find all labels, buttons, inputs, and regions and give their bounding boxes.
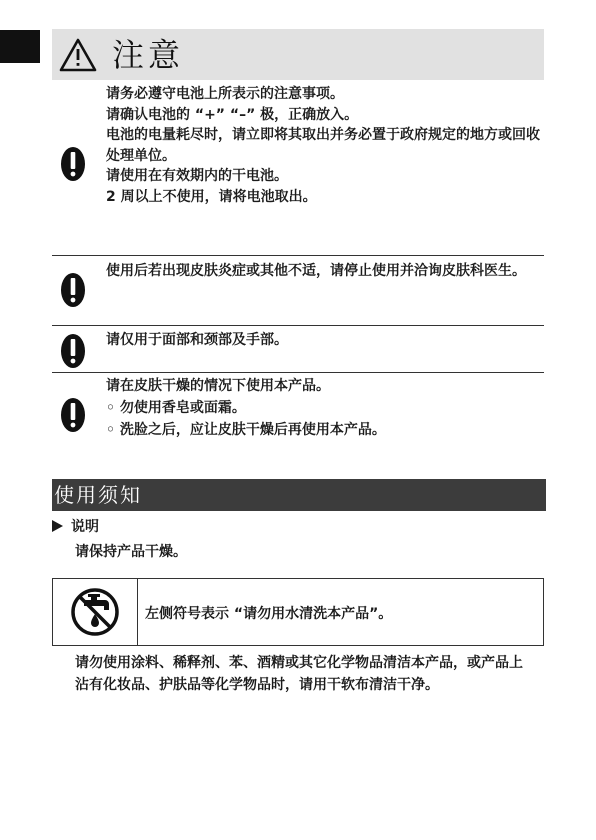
dry-skin-line-3: ◦ 洗脸之后，应让皮肤干燥后再使用本产品。 <box>106 422 386 438</box>
exclamation-icon <box>60 397 86 433</box>
exclamation-icon <box>60 146 86 182</box>
dry-skin-line-2: ◦ 勿使用香皂或面霜。 <box>106 400 246 416</box>
battery-line-1: 请务必遵守电池上所表示的注意事项。 <box>106 86 344 102</box>
battery-line-5: 2 周以上不使用，请将电池取出。 <box>106 188 317 205</box>
usage-header: 使用须知 <box>52 479 546 511</box>
no-water-wash-icon <box>70 587 120 637</box>
dry-skin-line-1: 请在皮肤干燥的情况下使用本产品。 <box>106 378 330 394</box>
divider <box>52 325 544 326</box>
warning-triangle-icon <box>58 37 98 73</box>
divider <box>52 372 544 373</box>
note-body: 请保持产品干燥。 <box>75 544 187 560</box>
battery-line-3: 电池的电量耗尽时，请立即将其取出并务必置于政府规定的地方或回收处理单位。 <box>106 127 540 164</box>
exclamation-icon <box>60 272 86 308</box>
caution-title: 注意 <box>112 35 185 74</box>
symbol-description: 左侧符号表示 “请勿用水清洗本产品”。 <box>145 606 393 622</box>
symbol-box <box>52 578 544 646</box>
usage-area-text: 请仅用于面部和颈部及手部。 <box>106 332 288 348</box>
battery-line-2: 请确认电池的 “+” “–” 极，正确放入。 <box>106 106 359 123</box>
note-label: 说明 <box>71 519 99 535</box>
symbol-cell <box>53 579 138 645</box>
triangle-bullet-icon <box>52 520 63 532</box>
note-heading <box>52 516 99 536</box>
caution-header <box>52 29 544 80</box>
language-tab <box>0 30 40 63</box>
cleaning-instructions: 请勿使用涂料、稀释剂、苯、酒精或其它化学物品清洁本产品，或产品上沾有化妆品、护肤品等化学物品时，请用干软布清洁干净。 <box>75 655 523 693</box>
battery-line-4: 请使用在有效期内的干电池。 <box>106 168 288 184</box>
exclamation-icon <box>60 333 86 369</box>
divider <box>52 255 544 256</box>
skin-warning-text: 使用后若出现皮肤炎症或其他不适，请停止使用并洽询皮肤科医生。 <box>106 263 526 279</box>
